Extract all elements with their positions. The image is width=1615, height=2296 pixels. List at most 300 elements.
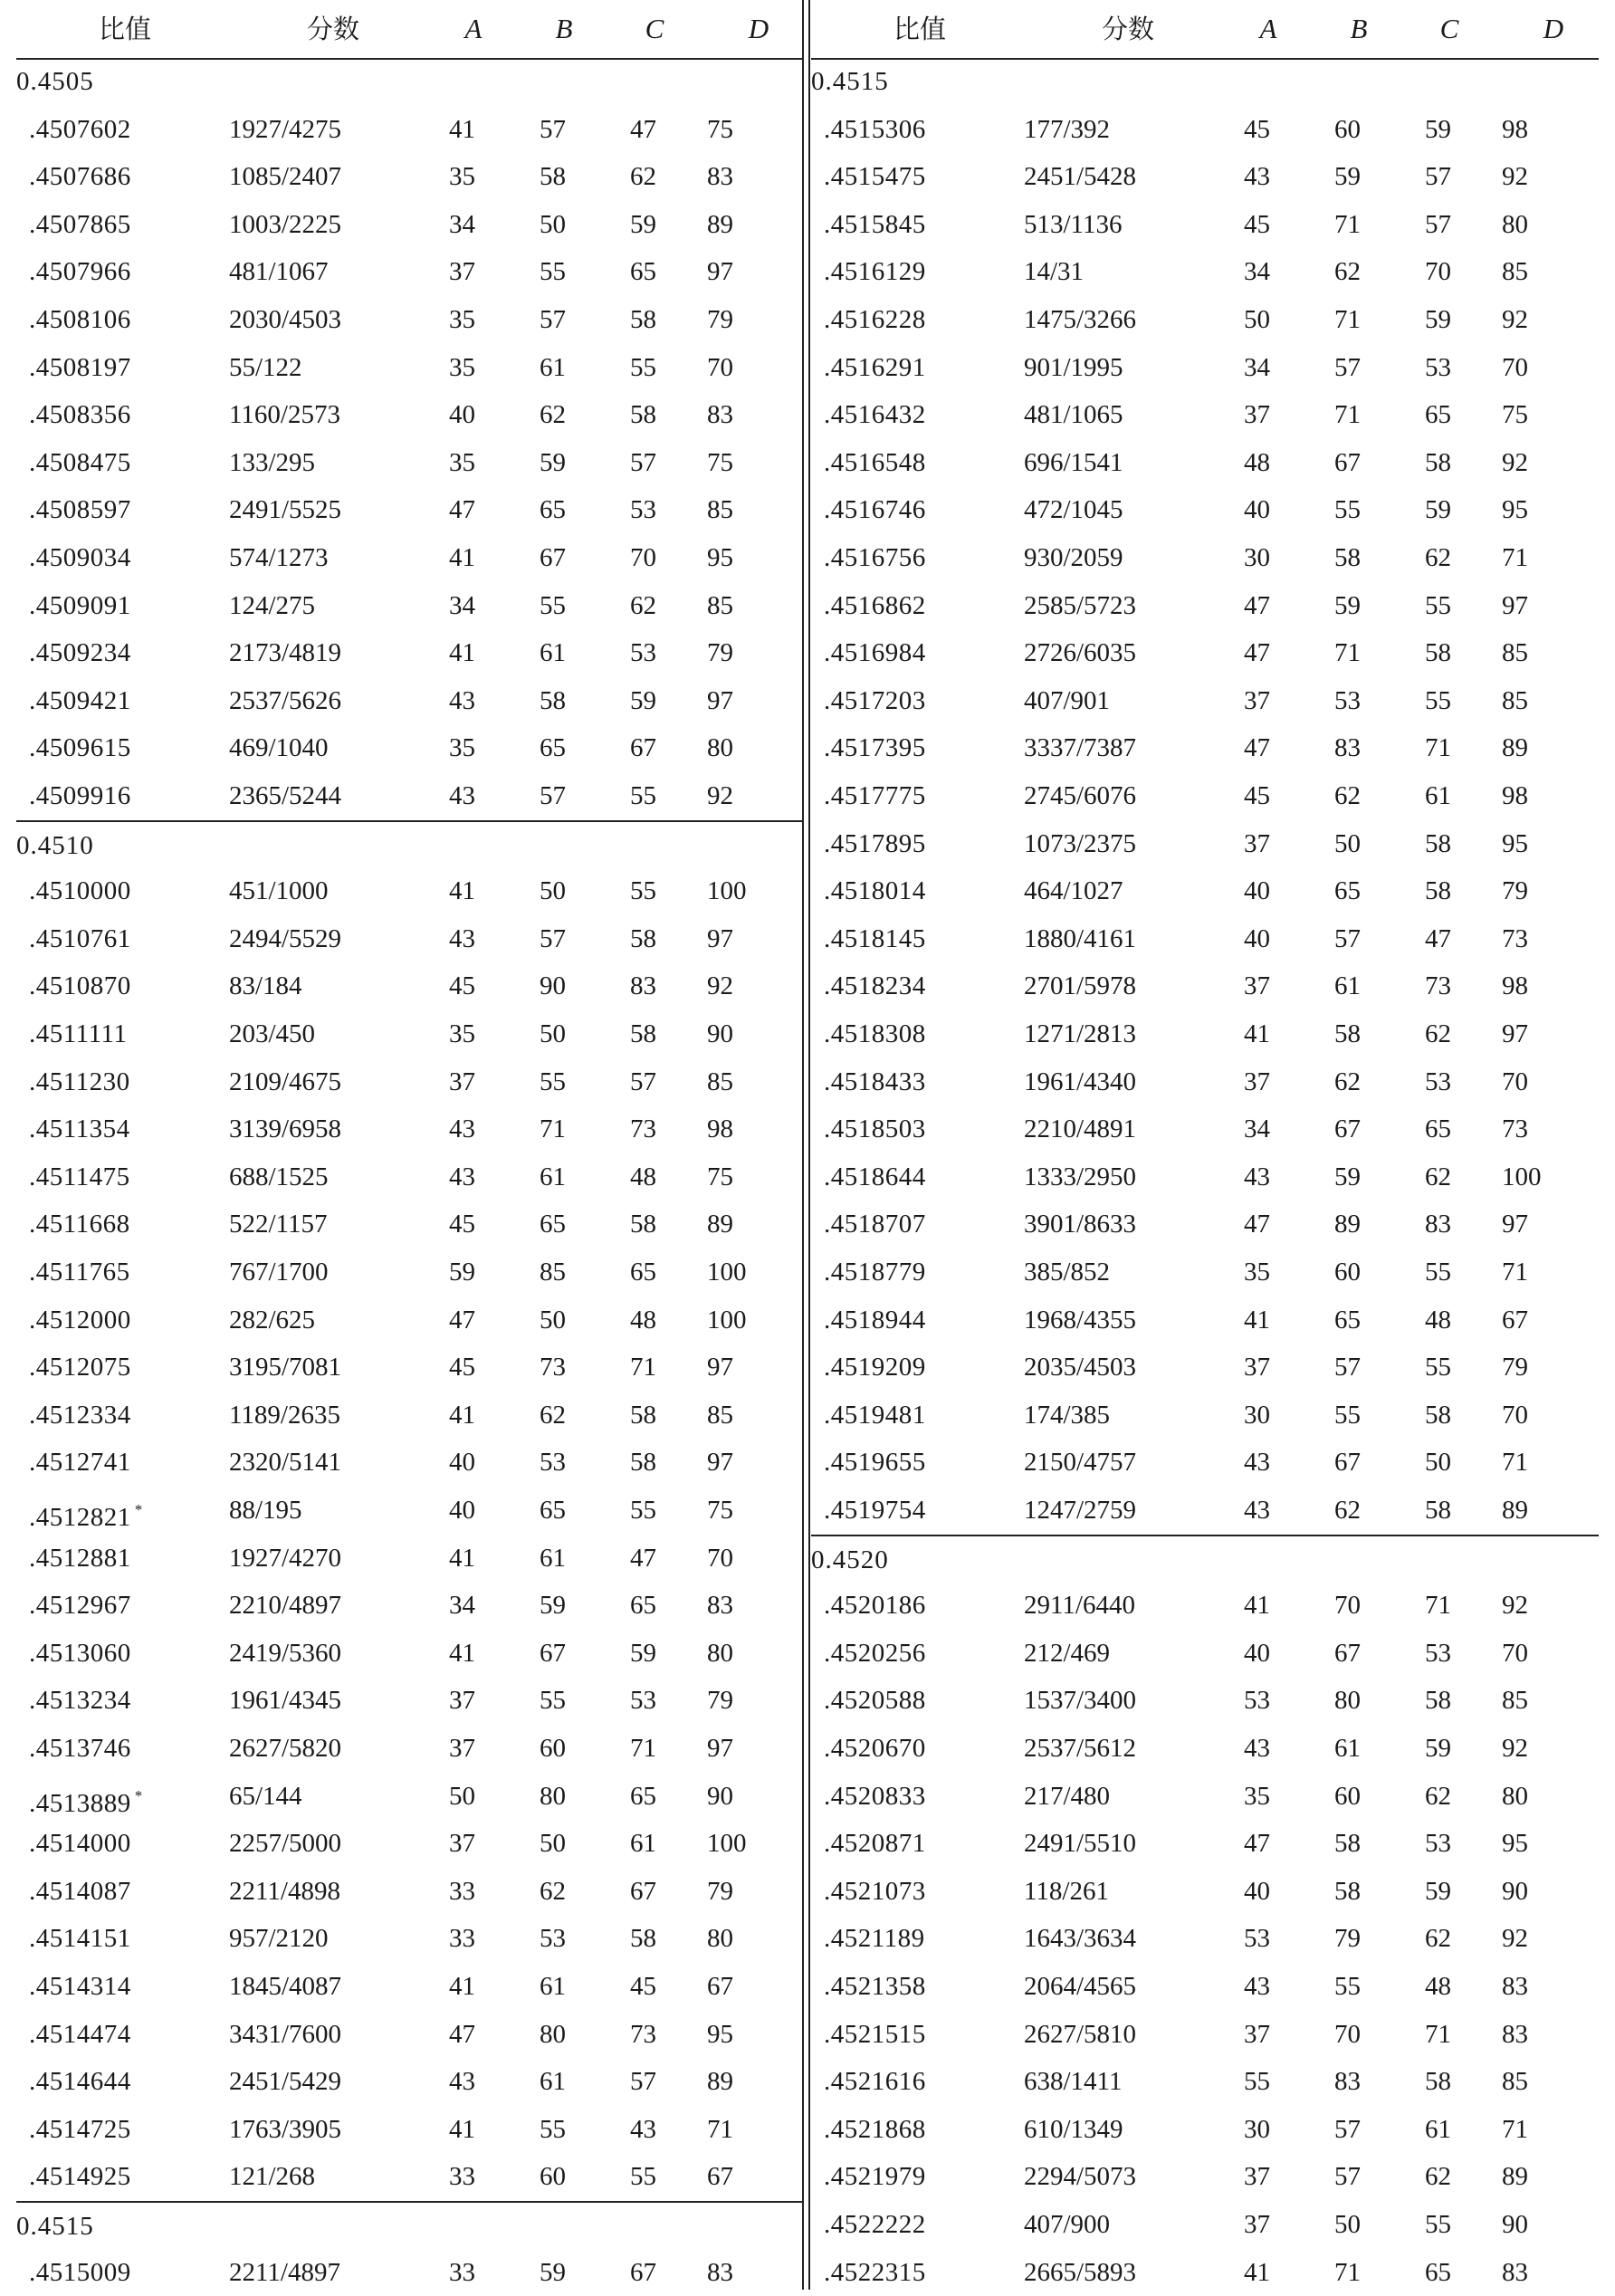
fraction-value [1024, 534, 1123, 582]
c-value [630, 2106, 684, 2154]
d-value [1502, 106, 1565, 154]
a-value [1244, 1296, 1298, 1344]
c-value [1425, 2058, 1479, 2106]
d-value [1502, 486, 1565, 534]
d-value [1502, 153, 1565, 201]
ratio-value [824, 724, 926, 772]
b-value-text: 61 [540, 638, 566, 668]
fraction-value-text: 2257/5000 [229, 1829, 342, 1859]
ratio-value-text: .4516746 [824, 495, 926, 525]
fraction-value [1024, 1773, 1110, 1821]
d-value-text: 70 [707, 352, 733, 382]
fraction-value [229, 486, 341, 534]
c-value [630, 1201, 684, 1248]
d-value-text: 92 [1502, 447, 1528, 477]
fraction-value [1024, 1868, 1109, 1916]
d-value-text: 79 [707, 1686, 733, 1716]
c-value [1425, 2106, 1479, 2154]
c-value [1425, 1392, 1479, 1440]
a-value-text: 37 [449, 1067, 475, 1096]
fraction-value [1024, 439, 1123, 487]
table-row [16, 677, 802, 725]
a-value [1244, 1153, 1298, 1201]
table-row [16, 1392, 802, 1440]
c-value-text: 71 [1425, 733, 1451, 763]
ratio-value-text: .4507966 [29, 257, 131, 287]
d-value-text: 83 [707, 162, 733, 192]
b-value-text: 61 [540, 2067, 566, 2097]
c-value [630, 296, 684, 344]
d-value [707, 1010, 770, 1058]
a-value [449, 439, 503, 487]
table-row [16, 724, 802, 772]
c-value-text: 55 [630, 1496, 656, 1525]
ratio-value-text: .4512821 [29, 1503, 131, 1532]
c-value [1425, 724, 1479, 772]
b-value [540, 1725, 594, 1773]
d-value-text: 67 [707, 1972, 733, 2001]
d-value-text: 89 [1502, 1496, 1528, 1525]
c-value-text: 53 [1425, 1829, 1451, 1859]
c-value [630, 1344, 684, 1392]
b-value-text: 67 [1334, 1448, 1361, 1478]
ratio-value-text: .4512881 [29, 1543, 131, 1573]
b-value [1334, 1915, 1389, 1963]
c-value-text: 58 [1425, 638, 1451, 668]
fraction-value [229, 1582, 341, 1630]
d-value [707, 962, 770, 1010]
ratio-value-text: .4508356 [29, 400, 131, 430]
d-value [707, 439, 770, 487]
b-value-text: 71 [1334, 2257, 1361, 2287]
ratio-value [29, 1868, 131, 1916]
c-value-text: 55 [1425, 1353, 1451, 1382]
d-value-text: 89 [707, 2067, 733, 2097]
fraction-value [229, 629, 341, 677]
a-value-text: 41 [449, 1972, 475, 2001]
a-value-text: 55 [1244, 2067, 1270, 2097]
c-value-text: 71 [630, 1353, 656, 1382]
ratio-value-text: .4516756 [824, 543, 926, 572]
ratio-value-text: .4518503 [824, 1115, 926, 1144]
b-value-text: 67 [540, 1638, 566, 1668]
fraction-value-text: 212/469 [1024, 1638, 1111, 1668]
c-value-text: 58 [630, 923, 656, 953]
c-value [1425, 2011, 1479, 2059]
ratio-value [824, 1248, 926, 1296]
c-value-text: 55 [1425, 1258, 1451, 1287]
b-value-text: 67 [1334, 447, 1361, 477]
ratio-value [29, 1392, 131, 1440]
a-value-text: 43 [449, 1162, 475, 1191]
table-row [811, 248, 1599, 296]
ratio-value-text: .4511354 [29, 1115, 130, 1144]
ratio-value-text: .4508475 [29, 447, 131, 477]
fraction-value-text: 481/1065 [1024, 400, 1123, 430]
fraction-value-text: 2451/5429 [229, 2067, 342, 2097]
a-value-text: 40 [449, 1496, 475, 1525]
c-value [630, 1725, 684, 1773]
c-value-text: 53 [1425, 352, 1451, 382]
b-value-text: 57 [1334, 352, 1361, 382]
ratio-value-text: .4512334 [29, 1400, 131, 1430]
ratio-value-text: .4511230 [29, 1067, 130, 1096]
ratio-value [824, 1820, 926, 1868]
a-value [449, 344, 503, 392]
d-value-text: 89 [707, 209, 733, 239]
c-value-text: 67 [630, 2257, 656, 2287]
c-value-text: 48 [630, 1162, 656, 1191]
b-value [540, 1248, 594, 1296]
a-value-text: 43 [449, 2067, 475, 2097]
b-value-text: 65 [540, 733, 566, 763]
a-value-text: 33 [449, 1924, 475, 1954]
c-value [630, 1153, 684, 1201]
a-value-text: 34 [449, 209, 475, 239]
a-value-text: 37 [1244, 1067, 1270, 1096]
fraction-value-text: 1003/2225 [229, 209, 342, 239]
fraction-value-text: 65/144 [229, 1781, 302, 1811]
table-row [16, 772, 802, 820]
fraction-value-text: 3431/7600 [229, 2019, 342, 2049]
fraction-value-text: 2537/5626 [229, 685, 342, 715]
d-value-text: 70 [1502, 1067, 1528, 1096]
fraction-value-text: 2726/6035 [1024, 638, 1137, 668]
c-value [630, 1296, 684, 1344]
a-value-text: 41 [449, 2114, 475, 2144]
fraction-value-text: 177/392 [1024, 114, 1111, 144]
fraction-value-text: 2294/5073 [1024, 2162, 1137, 2192]
ratio-value-text: .4507686 [29, 162, 131, 192]
d-value [1502, 677, 1565, 725]
a-value [449, 1915, 503, 1963]
a-value [449, 629, 503, 677]
fraction-value [1024, 820, 1136, 868]
b-value [540, 2249, 594, 2296]
c-value [1425, 1915, 1479, 1963]
table-header [16, 0, 802, 60]
table-row [16, 1725, 802, 1773]
d-value-text: 85 [1502, 257, 1528, 287]
fraction-value [1024, 1963, 1136, 2011]
fraction-value-text: 83/184 [229, 971, 302, 1001]
fraction-value-text: 522/1157 [229, 1210, 328, 1239]
a-value [1244, 1058, 1298, 1106]
a-value-text: 59 [449, 1258, 475, 1287]
ratio-value-text: .4514474 [29, 2019, 131, 2049]
ratio-value-text: .4516291 [824, 352, 926, 382]
c-value-text: 55 [630, 876, 656, 906]
b-value [1334, 1392, 1389, 1440]
table-row [16, 1296, 802, 1344]
b-value-text: 89 [1334, 1210, 1361, 1239]
fraction-value-text: 203/450 [229, 1019, 316, 1048]
fraction-value-text: 1845/4087 [229, 1972, 342, 2001]
b-value [1334, 915, 1389, 963]
b-value-text: 50 [540, 876, 566, 906]
fraction-value [229, 582, 315, 630]
d-value-text: 83 [707, 2257, 733, 2287]
c-value-text: 58 [1425, 447, 1451, 477]
ratio-value-text: .4520833 [824, 1781, 926, 1811]
c-value-text: 55 [630, 352, 656, 382]
a-value-text: 41 [449, 1400, 475, 1430]
ratio-value [29, 296, 131, 344]
table-row [16, 1010, 802, 1058]
fraction-value [1024, 1344, 1136, 1392]
a-value [449, 2011, 503, 2059]
a-value [449, 1868, 503, 1916]
fraction-value-text: 2365/5244 [229, 781, 342, 810]
fraction-value [229, 1725, 341, 1773]
fraction-value [1024, 1915, 1136, 1963]
table-row [16, 1105, 802, 1153]
fraction-value [1024, 915, 1136, 963]
c-value-text: 62 [630, 162, 656, 192]
a-value [1244, 2153, 1298, 2201]
ratio-value-text: .4518234 [824, 971, 926, 1001]
d-value-text: 79 [707, 305, 733, 334]
d-value [1502, 724, 1565, 772]
table-row [811, 1010, 1599, 1058]
c-value [1425, 1153, 1479, 1201]
c-value [1425, 106, 1479, 154]
c-value-text: 53 [630, 1686, 656, 1716]
ratio-value [824, 582, 926, 630]
fraction-value [229, 248, 329, 296]
fraction-value [229, 201, 341, 249]
a-value-text: 35 [449, 352, 475, 382]
ratio-value-text: .4515475 [824, 162, 926, 192]
c-value-text: 57 [630, 1067, 656, 1096]
d-value-text: 97 [1502, 1210, 1528, 1239]
fraction-value-text: 3139/6958 [229, 1115, 342, 1144]
c-value [630, 2058, 684, 2106]
d-value [1502, 1344, 1565, 1392]
c-value [1425, 629, 1479, 677]
d-value-text: 79 [1502, 1353, 1528, 1382]
fraction-value [1024, 1010, 1136, 1058]
b-value-text: 58 [540, 162, 566, 192]
c-value [630, 1677, 684, 1725]
b-value-text: 58 [1334, 1876, 1361, 1906]
c-value-text: 47 [630, 1543, 656, 1573]
header-ratio: 比值 [98, 14, 151, 44]
ratio-value-text: .4518014 [824, 876, 926, 906]
c-value-text: 58 [1425, 1400, 1451, 1430]
c-value [630, 2153, 684, 2201]
table-row [16, 1630, 802, 1678]
c-value-text: 62 [1425, 1924, 1451, 1954]
fraction-value-text: 2211/4898 [229, 1876, 340, 1906]
table-row [16, 1963, 802, 2011]
table-row [16, 1487, 802, 1535]
b-value-text: 58 [1334, 1019, 1361, 1048]
b-value [540, 629, 594, 677]
ratio-value [29, 1439, 131, 1487]
ratio-value-text: .4515306 [824, 114, 926, 144]
c-value-text: 67 [630, 733, 656, 763]
ratio-value [29, 962, 131, 1010]
ratio-value-text: .4515845 [824, 209, 926, 239]
b-value-text: 67 [1334, 1115, 1361, 1144]
c-value-text: 58 [1425, 2067, 1451, 2097]
a-value [1244, 248, 1298, 296]
table-row [811, 534, 1599, 582]
d-value-text: 83 [707, 1591, 733, 1621]
c-value-text: 71 [630, 1734, 656, 1763]
a-value-text: 34 [1244, 1115, 1270, 1144]
c-value [1425, 1677, 1479, 1725]
fraction-value [1024, 2011, 1136, 2059]
b-value [1334, 1582, 1389, 1630]
fraction-value [1024, 391, 1123, 439]
table-row [811, 915, 1599, 963]
b-value-text: 55 [540, 2114, 566, 2144]
c-value-text: 58 [630, 1210, 656, 1239]
b-value-text: 65 [1334, 1305, 1361, 1335]
b-value [540, 1773, 594, 1821]
d-value-text: 90 [707, 1781, 733, 1811]
c-value-text: 45 [630, 1972, 656, 2001]
d-value [1502, 629, 1565, 677]
c-value-text: 58 [630, 400, 656, 430]
ratio-value-text: .4516228 [824, 305, 926, 334]
b-value [1334, 106, 1389, 154]
a-value-text: 37 [1244, 2162, 1270, 2192]
c-value [1425, 1010, 1479, 1058]
fraction-value [229, 1439, 341, 1487]
table-row [16, 201, 802, 249]
fraction-value [1024, 106, 1110, 154]
a-value [1244, 1439, 1298, 1487]
ratio-value [824, 1153, 926, 1201]
d-value [1502, 2106, 1565, 2154]
ratio-value [29, 2058, 131, 2106]
a-value [449, 1058, 503, 1106]
fraction-value-text: 118/261 [1024, 1876, 1109, 1906]
ratio-value [824, 2249, 926, 2296]
c-value [630, 677, 684, 725]
fraction-value [229, 772, 341, 820]
d-value-text: 100 [707, 1258, 747, 1287]
c-value-text: 59 [630, 209, 656, 239]
d-value [1502, 2249, 1565, 2296]
ratio-value-text: .4514087 [29, 1876, 131, 1906]
a-value [449, 2249, 503, 2296]
c-value [1425, 2201, 1479, 2249]
b-value [1334, 1105, 1389, 1153]
table-row [16, 1153, 802, 1201]
d-value [707, 1344, 770, 1392]
fraction-value [229, 1392, 340, 1440]
ratio-value [824, 2201, 926, 2249]
c-value [1425, 820, 1479, 868]
group-header-row [811, 58, 1599, 106]
d-value-text: 97 [707, 923, 733, 953]
fraction-value-text: 2491/5510 [1024, 1829, 1137, 1859]
fraction-value-text: 1271/2813 [1024, 1019, 1137, 1048]
b-value [1334, 296, 1389, 344]
a-value [1244, 1392, 1298, 1440]
c-value-text: 65 [630, 257, 656, 287]
fraction-value-text: 513/1136 [1024, 209, 1123, 239]
fraction-value [1024, 677, 1110, 725]
fraction-value-text: 407/900 [1024, 2210, 1111, 2239]
a-value [449, 1582, 503, 1630]
fraction-value-text: 901/1995 [1024, 352, 1123, 382]
b-value [1334, 1868, 1389, 1916]
b-value [540, 1630, 594, 1678]
table-row [811, 2011, 1599, 2059]
c-value-text: 83 [1425, 1210, 1451, 1239]
d-value [1502, 344, 1565, 392]
fraction-value-text: 121/268 [229, 2162, 316, 2192]
fraction-value [229, 296, 341, 344]
fraction-value-text: 1160/2573 [229, 400, 340, 430]
a-value [449, 772, 503, 820]
ratio-value-text: .4511475 [29, 1162, 130, 1191]
a-value-text: 48 [1244, 447, 1270, 477]
ratio-value-text: .4515009 [29, 2257, 131, 2287]
fraction-value [1024, 1105, 1136, 1153]
header-b: B [555, 13, 573, 44]
d-value [707, 867, 770, 915]
d-value [1502, 1487, 1565, 1535]
a-value [1244, 724, 1298, 772]
fraction-value-text: 451/1000 [229, 876, 329, 906]
a-value-text: 41 [449, 1638, 475, 1668]
c-value-text: 59 [1425, 1734, 1451, 1763]
ratio-value [824, 629, 926, 677]
c-value [630, 1392, 684, 1440]
a-value [449, 1677, 503, 1725]
b-value-text: 55 [1334, 495, 1361, 525]
ratio-value-text: .4507602 [29, 114, 131, 144]
left-table [16, 0, 802, 2290]
c-value-text: 58 [630, 305, 656, 334]
ratio-value-text: .4512741 [29, 1448, 131, 1478]
d-value-text: 80 [707, 733, 733, 763]
a-value-text: 30 [1244, 543, 1270, 572]
c-value [630, 629, 684, 677]
header-b: B [1350, 13, 1368, 44]
ratio-value-text: .4517895 [824, 828, 926, 858]
b-value [1334, 1439, 1389, 1487]
ratio-value [824, 677, 926, 725]
b-value-text: 65 [540, 1496, 566, 1525]
d-value [1502, 915, 1565, 963]
a-value-text: 41 [449, 543, 475, 572]
a-value-text: 43 [449, 1115, 475, 1144]
c-value [1425, 296, 1479, 344]
b-value-text: 62 [1334, 1496, 1361, 1525]
b-value [1334, 677, 1389, 725]
ratio-value [824, 2106, 926, 2154]
d-value [707, 1058, 770, 1106]
a-value-text: 43 [449, 781, 475, 810]
c-value [630, 2011, 684, 2059]
a-value-text: 43 [1244, 162, 1270, 192]
asterisk-mark: * [134, 1786, 143, 1804]
c-value-text: 53 [1425, 1638, 1451, 1668]
group-label: 0.4505 [16, 67, 94, 96]
c-value [1425, 1820, 1479, 1868]
fraction-value-text: 469/1040 [229, 733, 329, 763]
table-row [811, 1915, 1599, 1963]
fraction-value-text: 2494/5529 [229, 923, 342, 953]
a-value-text: 37 [449, 1829, 475, 1859]
